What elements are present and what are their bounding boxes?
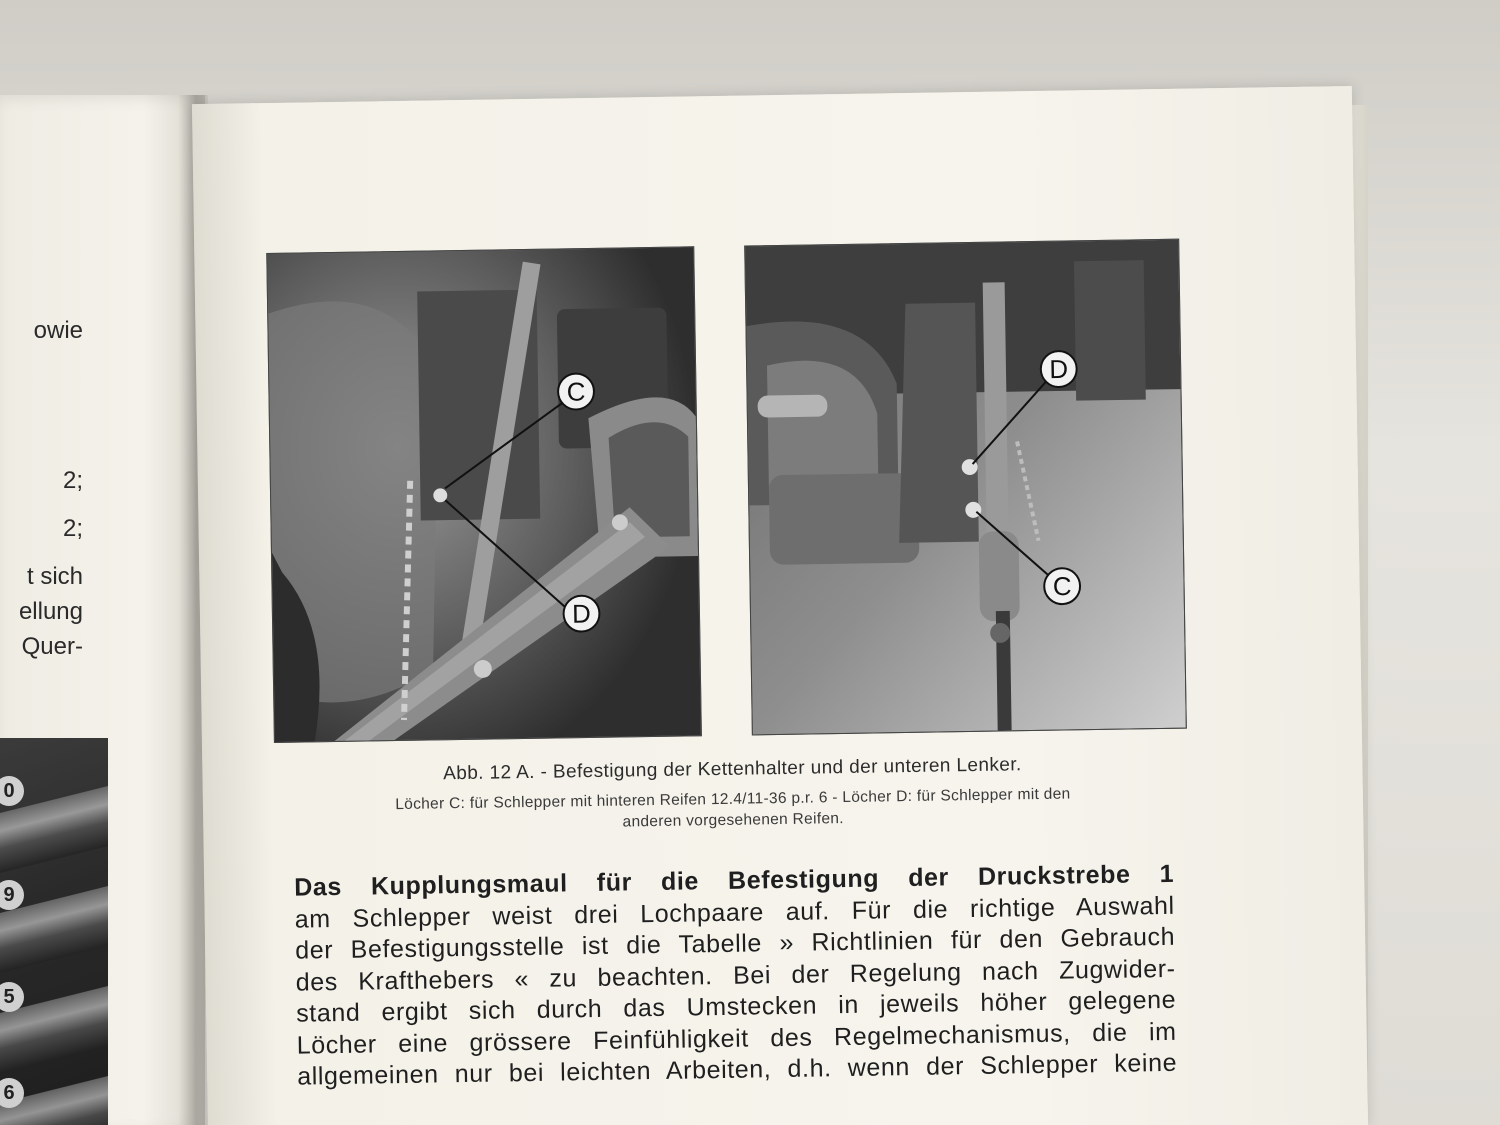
left-text-fragment: 2; xyxy=(62,515,83,542)
tire-number: 9 xyxy=(0,880,24,910)
callout-label-c: C xyxy=(566,378,586,407)
tire-number: 6 xyxy=(0,1078,24,1108)
tire-photo xyxy=(0,738,108,1125)
left-text-fragment: t sich xyxy=(26,563,83,590)
body-line: der Befestigungsstelle ist die Tabelle » Richtlinien für den Gebrauch xyxy=(294,922,1176,965)
tractor-hitch-photo-left xyxy=(267,247,701,742)
figure-photo-right xyxy=(744,239,1187,736)
right-page xyxy=(192,86,1368,1125)
figure-caption: Abb. 12 A. - Befestigung der Kettenhalter und der unteren Lenker. xyxy=(443,754,1022,785)
tire-number: 5 xyxy=(0,982,24,1012)
figure-caption-detail xyxy=(283,782,1184,838)
callout-label-d: D xyxy=(1049,355,1069,385)
caption-detail-line: Löcher C: für Schlepper mit hinteren Reifen 12.4/11-36 p.r. 6 - Löcher D: für Schlepper mit den xyxy=(395,785,1071,814)
callout-label-d: D xyxy=(571,600,592,629)
body-line: Löcher eine grössere Feinfühligkeit des Regelmechanismus, die im xyxy=(296,1017,1177,1060)
body-line: am Schlepper weist drei Lochpaare auf. Für die richtige Auswahl xyxy=(294,891,1175,934)
body-line: stand ergibt sich durch das Umstecken in jeweils höher gelegene xyxy=(295,985,1177,1028)
figure-photo-left xyxy=(266,246,702,743)
left-text-fragment: ellung xyxy=(18,598,83,625)
left-text-fragment: Quer- xyxy=(21,633,83,660)
body-line: des Krafthebers « zu beachten. Bei der Regelung nach Zugwider- xyxy=(295,954,1176,997)
body-line: allgemeinen nur bei leichten Arbeiten, d.h. wenn der Schlepper keine xyxy=(296,1048,1178,1091)
left-text-fragment: owie xyxy=(33,317,83,344)
callout-label-c: C xyxy=(1052,572,1072,602)
caption-detail-line: anderen vorgesehenen Reifen. xyxy=(622,810,844,831)
left-text-fragment: 2; xyxy=(62,467,83,494)
tractor-hitch-photo-right xyxy=(745,240,1186,735)
body-line-heading: Das Kupplungsmaul für die Befestigung der Druckstrebe 1 xyxy=(294,859,1175,902)
tire-number: 0 xyxy=(0,776,24,806)
body-paragraph xyxy=(294,859,1177,1093)
